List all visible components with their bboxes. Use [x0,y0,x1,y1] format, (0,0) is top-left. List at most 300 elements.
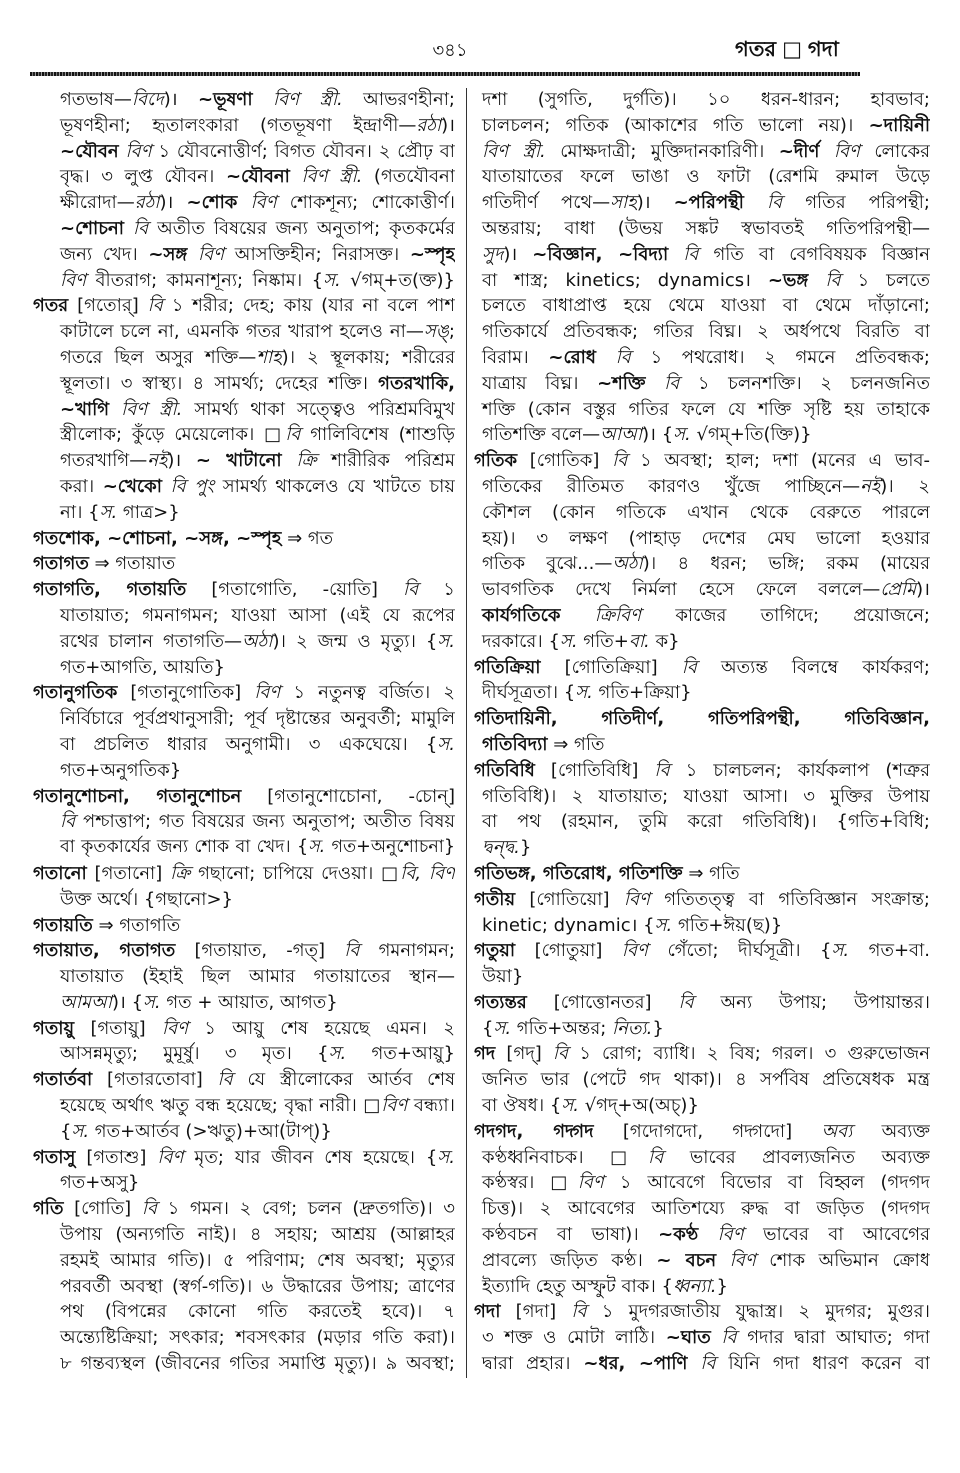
entry-text: ৮ গন্তব্যস্থল (জীবনের গতির সমাপ্তি মৃত্যু)। ৯ অবস্থা; [60,1353,455,1375]
entry-text: গতিকের রীতিমত কারণও খুঁজে পাচ্ছিনে— [482,475,861,497]
right-column-line [474,551,930,577]
left-column-line [33,1274,455,1300]
entry-text: মৃত; যার জীবন শেষ হয়েছে। { [183,1146,438,1168]
grammar-label: বি [683,243,699,265]
entry-text: পরবর্তী অবস্থা (স্বর্গ-গতি)। ৬ উদ্ধারের উপায়; ত্রাণের [60,1275,455,1297]
right-column-line [474,809,930,835]
entry-text: স্ত্রীলোক; কুঁড়ে মেয়েলোক। □ [60,424,286,446]
right-column-line [474,474,930,500]
headword: গতিক [474,450,518,472]
entry-text: প্রাবল্যে জড়িত কণ্ঠ। [482,1249,657,1271]
entry-text: গতিদীর্ণ পথে— [482,192,611,214]
entry-text: [গোতিবিধি] [534,759,655,781]
grammar-label: নিত্য. [612,1017,653,1039]
entry-text: কণ্ঠস্বর। □ [482,1172,578,1194]
grammar-label: বি [654,759,670,781]
entry-text: ভাবগতিক দেখে নির্মলা হেসে ফেলে বললে— [482,579,881,601]
entry-text: পথ (বিপন্নের কোনো গতি করতেই হবে)। ৭ [60,1301,455,1323]
headword: গতাগতি, গতায়তি [33,579,187,601]
entry-text: উয়া} [482,966,524,988]
running-head [735,33,839,68]
grammar-label: বি [60,811,76,833]
headword: গত্যন্তর [474,991,527,1013]
entry-text [645,373,664,394]
left-column-line [33,1299,455,1325]
headword: গতায়তি [33,914,93,936]
headword: ~ভূষণা [198,89,253,110]
grammar-label: বি [344,940,360,962]
entry-text: [গোতিক্রিয়া] [540,656,682,678]
entry-text: যাত্রায় বিঘ্ন। [482,372,598,394]
headword: গদা [474,1301,501,1323]
grammar-label: বিণ স্ত্রী. [272,89,343,110]
headword: গতিদায়িনী, গতিদীর্ণ, গতিপরিপন্থী, গতিবিজ্ঞান, [474,708,930,730]
grammar-label: বি [141,1198,157,1220]
entry-text: শারীরিক পরিশ্রম [316,450,455,472]
entry-text: অন্ত্যেষ্টিক্রিয়া; সৎকার; শবসৎকার (মড়ার গতি করা)। [60,1327,455,1349]
headword: ~পরিপন্থী [673,192,744,214]
headword: ~দায়িনী [868,114,930,136]
entry-text: } [519,837,532,859]
entry-text: [গতায়াত, -গত্] [175,940,345,962]
grammar-label: বি [767,192,783,214]
grammar-label: বি [615,346,631,368]
entry-text: স্থূলতা। ৩ স্বাস্থ্য। ৪ সামর্থ্য; দেহের শক্তি। [60,372,379,394]
entry-text: ; [448,321,455,343]
grammar-label: নই [147,450,168,472]
right-column-line [474,319,930,345]
entry-text: অব্যক্ত [852,1120,930,1142]
left-column-line [33,1016,455,1042]
headword: গতুয়া [474,940,516,962]
entry-text: ⇒ গতায়াত [88,553,176,575]
entry-text: গতিশক্তি বলে— [482,424,601,446]
right-column-line [474,680,930,706]
right-column-line [474,1299,930,1325]
left-column-line [33,422,455,448]
left-column-line [33,603,455,629]
grammar-label: অঠা [612,553,643,575]
grammar-label: সুদ [482,243,504,265]
left-column-line [33,371,455,397]
grammar-label: বি [132,217,149,239]
headword: ~স্পৃহ [409,243,455,265]
grammar-label: স. [437,630,455,652]
entry-text: বা ঔষধ। { [482,1095,562,1117]
left-column-line [33,861,455,887]
left-column-line [33,706,455,732]
entry-text: অন্য উপায়; উপায়ান্তর। [693,991,930,1013]
entry-text: শক্তি (কোন বস্তুর গতির ফলে যে শক্তি সৃষ্টি হয় তাহাকে [482,398,930,420]
grammar-label: বি [147,295,163,317]
headword: কার্যগতিকে [482,604,561,626]
left-column-line [33,1041,455,1067]
left-column-line [33,551,455,577]
grammar-label: বিণ [161,1017,188,1039]
headword: গতরখাকি, [378,372,455,394]
headword: গতানুশোচনা, গতানুশোচন [33,785,242,807]
entry-text: হয়)। ৩ লক্ষণ (পাহাড় দেশের মেঘ ভালো হওয়ার [482,527,930,549]
entry-text: [গতোর্] [68,295,148,317]
entry-text: (গতযৌবনা [362,166,455,188]
entry-text: [গোতিক] [517,450,613,472]
entry-text: )। [441,114,455,136]
entry-text: গতরে ছিল অসুর শক্তি— [60,346,257,368]
entry-text: ⇒ গতি [682,862,740,884]
right-column-line [474,1016,930,1042]
grammar-label: বিণ [621,940,648,962]
entry-text: ⇒ গত [281,527,334,549]
headword: ~খেকো [102,475,162,497]
grammar-label: বি পুং [170,475,215,497]
right-column-line [474,1067,930,1093]
entry-text: [গতানো] [86,862,171,884]
left-column-line [33,1119,455,1145]
entry-text [187,244,198,265]
entry-text: গত+আর্তব (>ঋতু)+আ(টাপ্)} [89,1120,332,1142]
page-number: ৩৪১ [432,40,468,61]
entry-text: )। { [112,991,144,1013]
entry-text: [গোতি] [63,1198,142,1220]
left-column-line [33,1145,455,1171]
entry-text: গত + আয়াত, আগত} [160,991,338,1013]
entry-text: চালচলন; গতিক (আকাশের গতি ভালো নয়)। [482,114,869,136]
entry-text: গতভাষ— [60,89,132,110]
headword: ~ঘাত [665,1327,711,1349]
left-column-line [33,345,455,371]
entry-text: মোক্ষদাত্রী; মুক্তিদানকারিণী। [545,140,779,162]
right-column-line [474,242,930,268]
entry-text: উক্ত অর্থে। {গছানো>} [60,888,233,910]
entry-text: ১ গমন। ২ বেগ; চলন (দ্রুতগতি)। ৩ [156,1198,455,1220]
headword: গতানুগতিক [33,682,118,704]
grammar-label: বিণ [729,1249,756,1271]
entry-text: ১ চলনশক্তি। ২ চলনজনিত [679,372,930,394]
entry-text: ১ চালচলন; কার্যকলাপ (শত্রুর [669,759,930,781]
entry-text: যাতায়াত (ইহাই ছিল আমার গতায়াতের স্থান— [60,966,455,988]
entry-text: বীতরাগ; কামনাশূন্য; নিষ্কাম। { [86,269,324,291]
left-column-line [33,113,455,139]
entry-text: যিনি গদা ধারণ করেন বা [715,1353,930,1375]
grammar-label: বিণ [833,140,860,162]
right-column-line [474,164,930,190]
grammar-label: ধ্বন্যা. [672,1275,717,1297]
grammar-label: বি [217,1069,233,1091]
left-column-line [33,1351,455,1377]
entry-text [290,166,302,187]
right-column-line [474,577,930,603]
right-column-line [474,732,930,758]
entry-text: লোকের [859,140,930,162]
right-column-line [474,448,930,474]
right-column-line [474,1196,930,1222]
grammar-label: স. [559,630,578,652]
entry-text: দরকারে। { [482,630,560,652]
entry-text: গতিবিধি)। ২ যাতায়াত; যাওয়া আসা। ৩ মুক্তির উপায় [482,785,930,807]
right-column-line [474,87,930,113]
entry-text: ১ মুদগরজাতীয় যুদ্ধাস্ত্র। ২ মুদগর; মুগুর। [586,1301,930,1323]
entry-text: )। [167,450,196,472]
entry-text: বা প্রচলিত ধারার অনুগামী। ৩ একঘেয়ে। { [60,733,438,755]
grammar-label: রঠা [134,192,160,214]
entry-text [698,1224,717,1245]
entry-text: )। ২ জন্ম ও মৃত্যু। { [272,630,438,652]
entry-text: ১ অবস্থা; হাল; দশা (মনের এ ভাব- [627,450,930,472]
left-column-line [33,319,455,345]
grammar-label: বিণ স্ত্রী. [301,166,363,188]
left-column-line [33,758,455,784]
entry-text: [গোত্তোনতর] [526,991,679,1013]
grammar-label: বি [403,579,419,601]
grammar-label: বি [825,269,841,291]
right-column-line [474,784,930,810]
grammar-label: নই [860,475,881,497]
entry-text: ক} [649,630,680,652]
entry-text: ক্ষীরোদা— [60,192,135,214]
entry-text: চলতে বাধাপ্রাপ্ত হয়ে থেমে যাওয়া বা থেমে দাঁড়ানো; [482,295,930,317]
right-column-line [474,190,930,216]
entry-text: ১ পথরোধ। ২ গমনে প্রতিবন্ধক; [630,346,930,368]
left-column-line [33,835,455,861]
grammar-label: বি [612,450,628,472]
headword: গতি [33,1198,64,1220]
entry-text: পশ্চাত্তাপ; গত বিষয়ের জন্য অনুতাপ; অতীত বিষয় [75,811,455,833]
entry-text: কাজের তাগিদে; প্রয়োজনে; [641,604,930,626]
headword: ~রোধ [548,346,596,368]
entry-text: গছানো; চাপিয়ে দেওয়া। □ [190,862,401,884]
left-column-line [33,164,455,190]
entry-text: [গদোগদো, গদ্গদো] [593,1120,822,1142]
right-column-line [474,1248,930,1274]
entry-text: গত+বা. [849,940,930,962]
right-column-line [474,655,930,681]
entry-text [716,1250,730,1271]
headword: ~যৌবনা [225,166,290,188]
grammar-label: সঙ্ [423,321,449,343]
entry-text: )। [159,192,187,214]
right-column-line [474,629,930,655]
headword: ~শক্তি [597,372,646,394]
entry-text: )। [636,192,674,214]
right-column-line [474,861,930,887]
right-column-line [474,990,930,1016]
entry-text: kinetic; dynamic। { [482,914,655,936]
grammar-label: বিণ [157,1146,184,1168]
entry-text: গত+আগতি, আয়তি} [60,656,225,678]
left-column-line [33,887,455,913]
headword: গতায়াত, গতাগত [33,940,176,962]
entry-text: বা পথ (রহমান, তুমি করো গতিবিধি)। {গতি+বিধি; [482,811,930,833]
entry-text [124,218,133,239]
left-column-line [33,784,455,810]
entry-text: কাটালে চলে না, এমনকি গতর খারাপ হলেও না— [60,321,424,343]
entry-text: গতি+ঈয়(ছ)} [672,914,783,936]
entry-text: [গতাগোতি, -য়োতি] [186,579,404,601]
entry-text: শোক অভিমান ক্রোধ [755,1249,930,1271]
entry-text [162,476,171,497]
running-head-separator: □ [782,37,802,61]
entry-text: ভাবের বা আবেগের [743,1224,930,1246]
left-column-line [33,1170,455,1196]
headword: ~শোচনা [60,217,124,239]
grammar-label: বি [678,991,694,1013]
headword: গতিভঙ্গ, গতিরোধ, গতিশক্তি [474,862,683,884]
headword: ~দীর্ণ [778,140,820,162]
entry-text: গতিকার্যে প্রতিবন্ধক; গতির বিঘ্ন। ২ অর্ধপথে বিরতি বা [482,321,930,343]
entry-text [109,399,121,420]
grammar-label: সাহ [610,192,637,214]
headword: গতিবিদ্যা [482,733,548,755]
entry-text: ⇒ গতাগতি [92,914,181,936]
entry-text: গদার দ্বারা আঘাত; গদা [736,1327,930,1349]
headword: গদ [474,1043,496,1065]
grammar-label: রঠা [416,114,442,136]
entry-text: দীর্ঘসূত্রতা। { [482,682,576,704]
left-column-line [33,87,455,113]
left-column-line [33,268,455,294]
entry-text: গত+আয়ু} [346,1043,455,1065]
entry-text: [গদা] [500,1301,572,1323]
entry-text: না। { [60,501,100,523]
entry-text: [গোতুয়া] [515,940,622,962]
entry-text: গতি+অন্তর; [511,1017,613,1039]
entry-text: ১ রোগ; ব্যাধি। ২ বিষ; গরল। ৩ গুরুভোজন [568,1043,930,1065]
entry-text: ইত্যাদি হেতু অস্ফুট বাক। { [482,1275,673,1297]
entry-text: গত+অসু} [60,1172,140,1194]
headword: ~ভঙ্গ [767,269,809,291]
grammar-label: অব্য [821,1120,853,1142]
right-column-line [474,216,930,242]
right-column-line [474,422,930,448]
right-column-line [474,1145,930,1171]
right-column-line [474,1170,930,1196]
headword: গদগদ, গদ্গদ [474,1120,594,1142]
grammar-label: স. [99,501,118,523]
headword: ~ বচন [656,1249,717,1271]
entry-text [668,244,683,265]
entry-text: কণ্ঠধ্বনিবাচক। □ [482,1146,649,1168]
entry-text: হয়েছে অর্থাৎ ঋতু বন্ধ হয়েছে; বৃদ্ধা নারী। □ [60,1095,382,1117]
left-column-line [33,474,455,500]
grammar-label: বিণ [254,682,281,704]
grammar-label: বিণ [623,888,650,910]
right-column-line [474,268,930,294]
grammar-label: বি [664,372,680,394]
entry-text: [গোতিয়ো] [515,888,624,910]
right-column-line [474,1093,930,1119]
entry-text: )। ২ স্থূলকায়; শরীরের [281,346,455,368]
entry-text: { [60,1120,72,1142]
column-divider [466,88,467,1378]
entry-text [687,1353,700,1374]
right-column-line [474,1222,930,1248]
entry-text: [গতারতোবা] [92,1069,218,1091]
entry-text: যাতায়াতের ফলে ভাঙা ও ফাটা (রেশমি রুমাল উড়ে [482,166,930,188]
entry-text: √গম্+ত(ক্ত)} [340,269,455,291]
grammar-label: বি [571,1301,587,1323]
right-column-line [474,1274,930,1300]
right-column-line [474,1325,930,1351]
headword: গতশোক, ~শোচনা, ~সঙ্গ, ~স্পৃহ [33,527,282,549]
entry-text: আভরণহীনা; [342,89,455,110]
entry-text [819,141,833,162]
entry-text: দ্বারা প্রহার। [482,1353,584,1375]
entry-text: ১ নতুনত্ব বর্জিত। ২ [280,682,455,704]
headword: গতীয় [474,888,516,910]
entry-text: উপায় (অন্যগতি নাই)। ৪ সহায়; আশ্রয় (আল্লাহর [60,1224,455,1246]
grammar-label: স. [437,1146,455,1168]
left-column-line [33,1248,455,1274]
right-column-line [474,526,930,552]
left-column-line [33,293,455,319]
headword: গতিক্রিয়া [474,656,541,678]
right-column [474,87,930,1377]
headword: গতর [33,295,69,317]
left-column-line [33,526,455,552]
entry-text [253,89,273,110]
headword: গতাসু [33,1146,76,1168]
grammar-label: ক্রি [296,450,317,472]
grammar-label: বিদে [131,89,164,110]
right-column-line [474,913,930,939]
entry-text: করা। [60,475,103,497]
entry-text: ১ আবেগে বিভোর বা বিহ্বল (গদগদ [603,1172,930,1194]
entry-text: গেঁতো; দীর্ঘসূত্রী। { [647,940,832,962]
entry-text: [গতানুশোচোনা, -চোন্] [241,785,455,807]
entry-text: নির্বিচারে পূর্বপ্রথানুসারী; পূর্ব দৃষ্টান্তের অনুবর্তী; মামুলি [60,708,455,730]
left-column-line [33,577,455,603]
right-column-line [474,397,930,423]
right-column-line [474,113,930,139]
entry-text [596,347,616,368]
entry-text: )। [163,89,199,110]
right-column-line [474,938,930,964]
entry-text: বা শাস্ত্র; kinetics; dynamics। [482,269,768,291]
entry-text: } [652,1017,664,1039]
left-column-line [33,448,455,474]
grammar-label: বি [552,1043,569,1065]
grammar-label: বিণ [717,1224,744,1246]
entry-text [711,1327,722,1348]
left-column-line [33,500,455,526]
entry-text: ১ চলতে [840,269,930,291]
entry-text: ভূষণহীনা; হৃতালংকারা (গতভূষণা ইন্দ্রাণী— [60,114,417,136]
entry-text [560,605,594,626]
entry-text: গতিতত্ত্ব বা গতিবিজ্ঞান সংক্রান্ত; [649,888,930,910]
entry-text [282,450,297,471]
grammar-label: বি, বিণ [400,862,455,884]
grammar-label: বিণ [577,1172,604,1194]
left-column-line [33,139,455,165]
header-rule [30,72,860,76]
entry-text: )। ২ [880,475,930,497]
grammar-label: স. [437,733,455,755]
left-column-line [33,397,455,423]
right-column-line [474,706,930,732]
left-column-line [33,990,455,1016]
grammar-label: স. [561,1095,579,1117]
entry-text: গাত্র>} [117,501,180,523]
grammar-label: স. [308,837,326,858]
left-column-line [33,1196,455,1222]
right-column-line [474,1351,930,1377]
right-column-line [474,603,930,629]
headword: ~শোক [186,192,238,214]
entry-text: [গতানুগোতিক] [117,682,255,704]
grammar-label: স. [673,424,691,446]
entry-text: দশা (সুগতি, দুর্গতি)। ১০ ধরন-ধারন; হাবভাব; [482,89,930,110]
headword: গতার্তবা [33,1069,93,1091]
